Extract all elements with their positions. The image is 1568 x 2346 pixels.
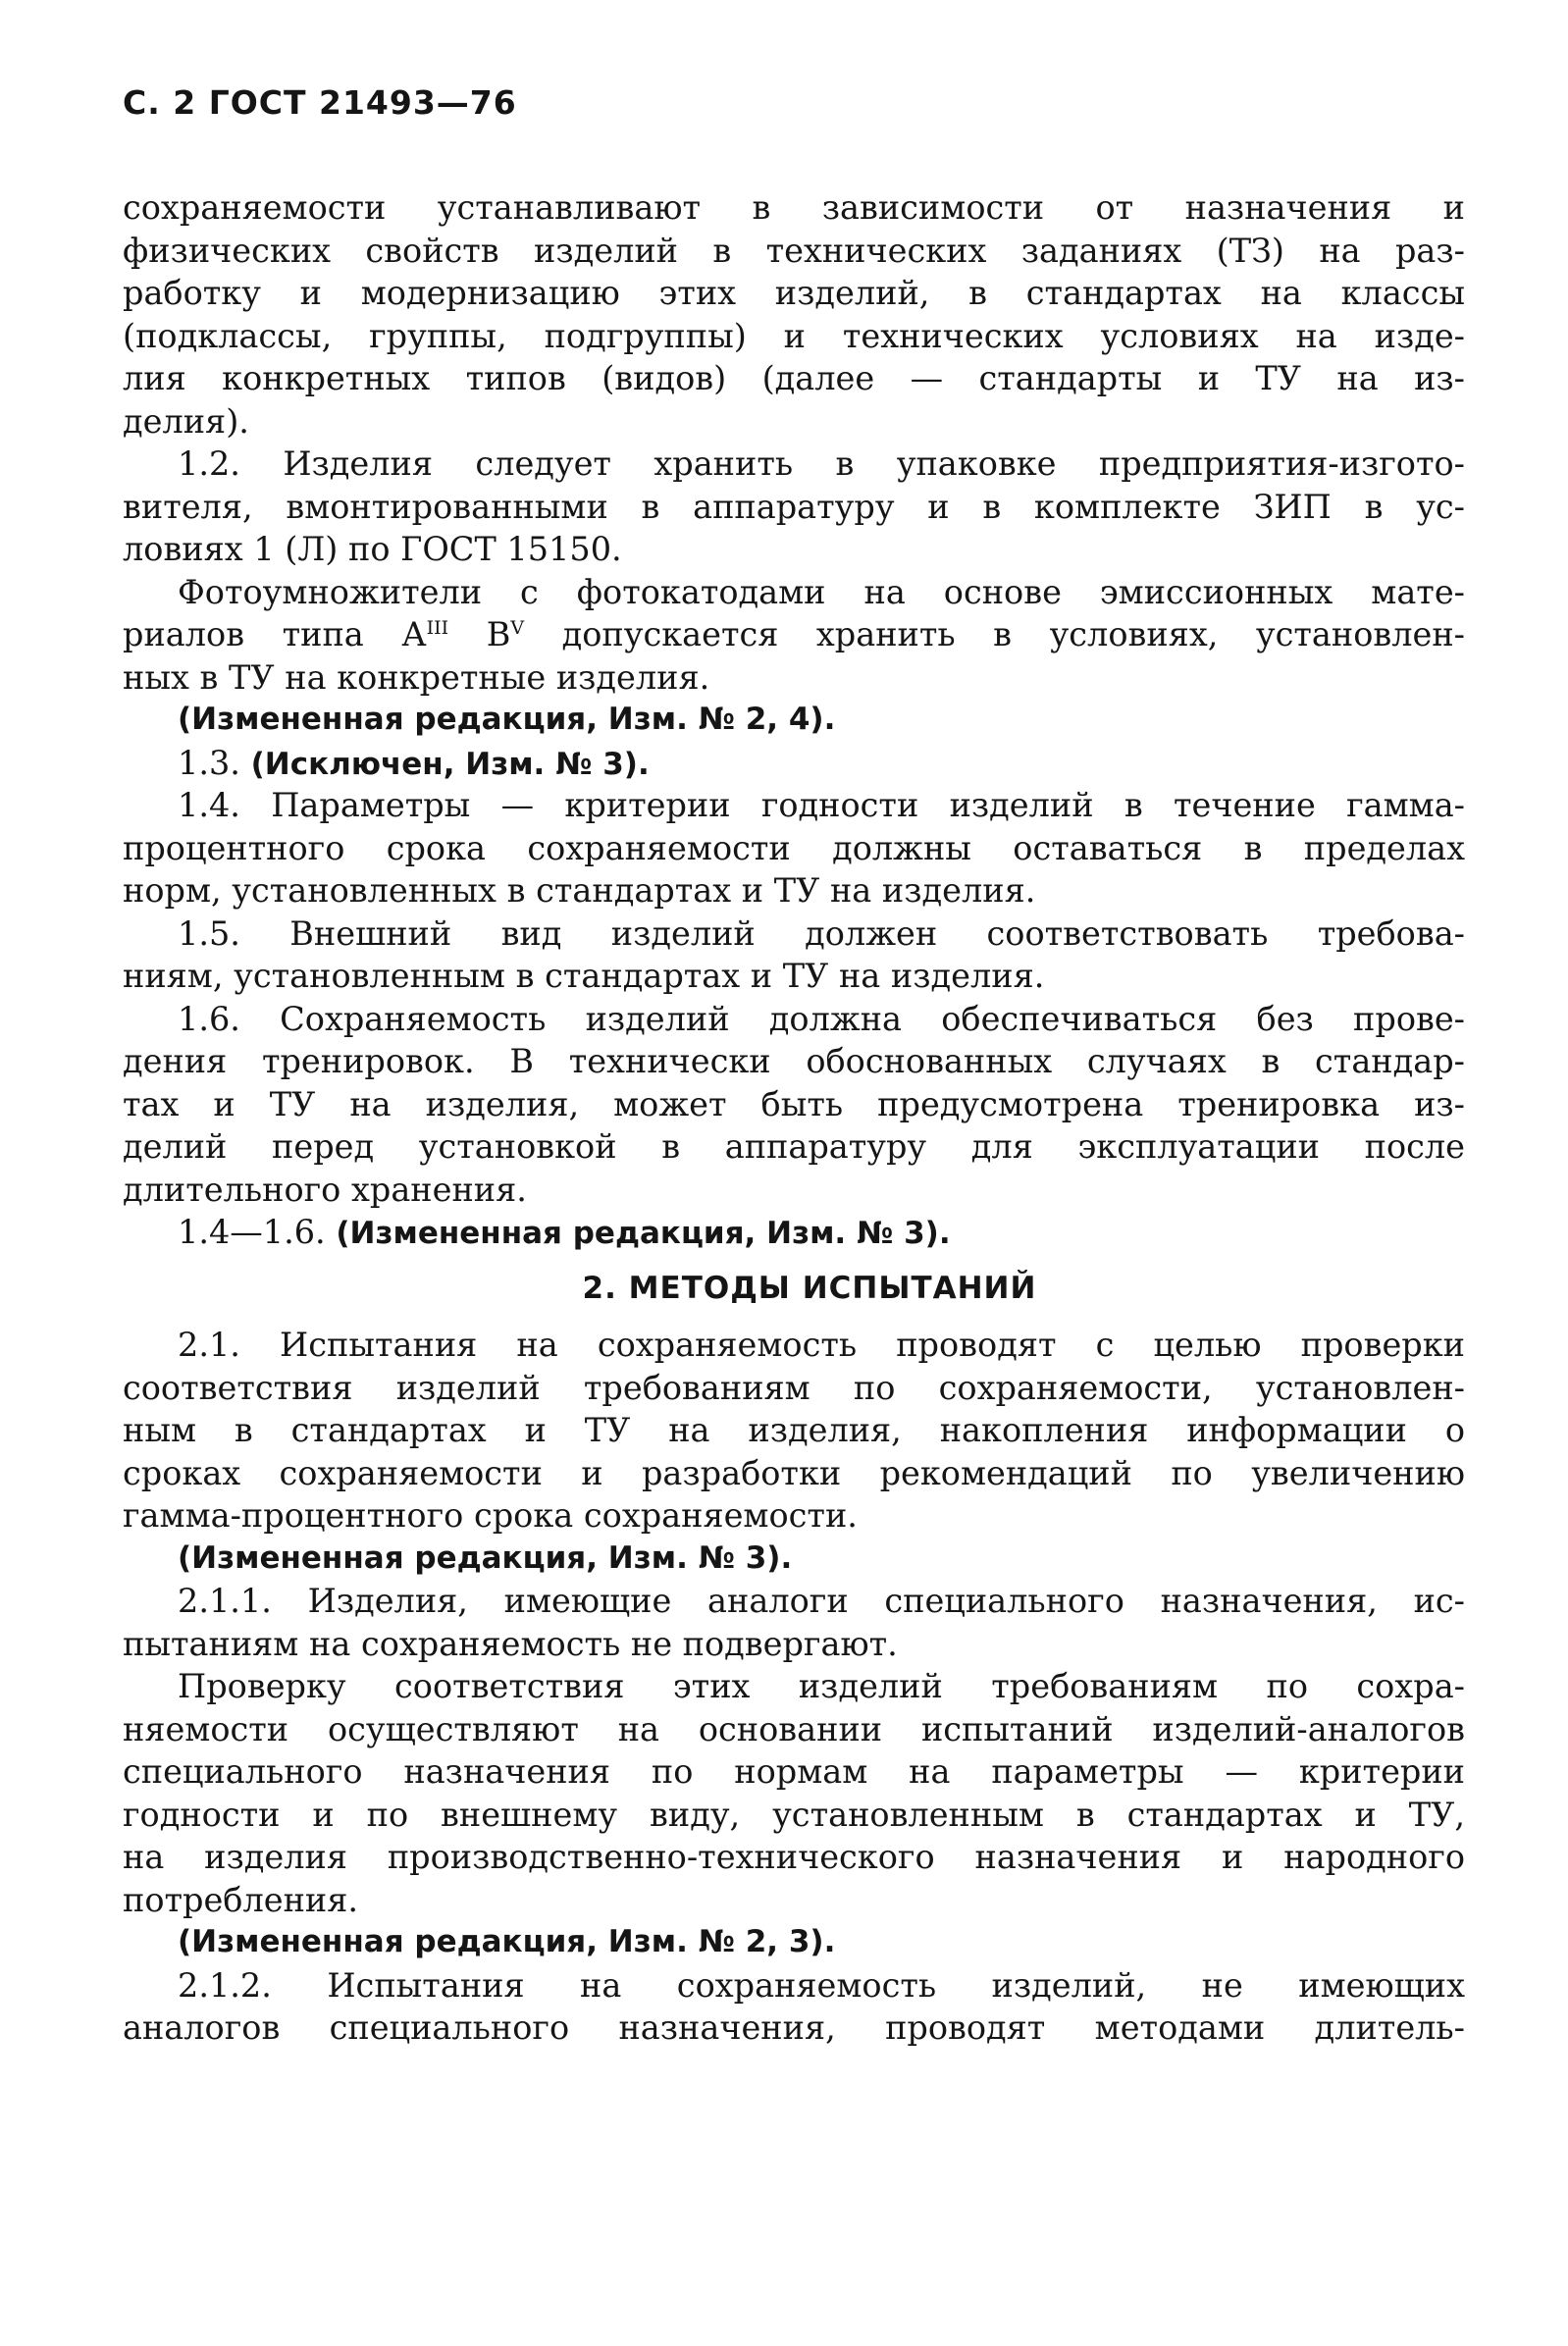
- page-body: [123, 186, 1465, 2050]
- text-line: дения тренировок. В технически обоснованных случаях в стандар-: [123, 1042, 1465, 1080]
- revision-note: (Измененная редакция, Изм. № 3).: [178, 1539, 793, 1576]
- section-heading: 2. МЕТОДЫ ИСПЫТАНИЙ: [582, 1270, 1037, 1306]
- clause-number: 1.4—1.6.: [178, 1213, 326, 1251]
- paragraph-photomultipliers: [123, 571, 1465, 700]
- superscript-roman-numeral: III: [426, 617, 449, 639]
- revision-note-1-4-1-6: [123, 1211, 1465, 1254]
- text-line: ловиях 1 (Л) по ГОСТ 15150.: [123, 530, 622, 568]
- text-line: делия).: [123, 401, 249, 441]
- text-line: 2.1. Испытания на сохраняемость проводят с целью проверки: [178, 1326, 1465, 1364]
- paragraph-2-1-2: [123, 1964, 1465, 2050]
- revision-note: (Измененная редакция, Изм. № 2, 4).: [178, 702, 836, 737]
- text-line: Проверку соответствия этих изделий требованиям по сохра-: [178, 1667, 1465, 1705]
- text-line: норм, установленных в стандартах и ТУ на изделия.: [123, 871, 1036, 910]
- paragraph-1-4: [123, 784, 1465, 912]
- paragraph-1-6: [123, 998, 1465, 1212]
- text-fragment: риалов типа А: [123, 615, 427, 653]
- text-line: вителя, вмонтированными в аппаратуру и в комплекте ЗИП в ус-: [123, 487, 1465, 526]
- text-fragment: допускается хранить в условиях, установлен-: [524, 615, 1465, 653]
- paragraph-1-3: [123, 742, 1465, 785]
- text-line: Фотоумножители с фотокатодами на основе эмиссионных мате-: [178, 572, 1465, 611]
- paragraph-verification: [123, 1665, 1465, 1921]
- text-line: сохраняемости устанавливают в зависимости от назначения и: [123, 188, 1465, 227]
- text-line: 2.1.1. Изделия, имеющие аналоги специального назначения, ис-: [178, 1582, 1465, 1620]
- paragraph-continued: [123, 186, 1465, 443]
- text-line: специального назначения по нормам на параметры — критерии: [123, 1752, 1465, 1791]
- text-line: лия конкретных типов (видов) (далее — стандарты и ТУ на из-: [123, 359, 1465, 397]
- text-line: тах и ТУ на изделия, может быть предусмотрена тренировка из-: [123, 1084, 1465, 1123]
- text-line: работку и модернизацию этих изделий, в стандартах на классы: [123, 274, 1465, 312]
- running-head: С. 2 ГОСТ 21493—76: [123, 83, 517, 122]
- text-line: потребления.: [123, 1880, 359, 1919]
- text-line: ниям, установленным в стандартах и ТУ на изделия.: [123, 957, 1045, 995]
- paragraph-2-1-1: [123, 1580, 1465, 1665]
- revision-note: (Измененная редакция, Изм. № 2, 3).: [178, 1924, 836, 1959]
- text-line: аналогов специального назначения, проводят методами длитель-: [123, 2008, 1465, 2047]
- paragraph-1-5: [123, 912, 1465, 998]
- text-line: 1.6. Сохраняемость изделий должна обеспечиваться без прове-: [178, 999, 1465, 1038]
- text-line: делий перед установкой в аппаратуру для эксплуатации после: [123, 1127, 1465, 1166]
- text-line: гамма-процентного срока сохраняемости.: [123, 1496, 858, 1535]
- text-line: соответствия изделий требованиям по сохраняемости, установлен-: [123, 1368, 1465, 1407]
- text-line: 2.1.2. Испытания на сохраняемость изделий, не имеющих: [178, 1965, 1465, 2005]
- clause-number: 1.3.: [178, 743, 240, 782]
- text-line: физических свойств изделий в технических заданиях (ТЗ) на раз-: [123, 231, 1465, 270]
- text-fragment: В: [448, 615, 511, 653]
- paragraph-1-2: [123, 443, 1465, 571]
- text-line: пытаниям на сохраняемость не подвергают.: [123, 1624, 898, 1663]
- text-line: 1.2. Изделия следует хранить в упаковке предприятия-изгото-: [178, 444, 1465, 483]
- text-line: (подклассы, группы, подгруппы) и технических условиях на изде-: [123, 316, 1465, 355]
- text-line: сроках сохраняемости и разработки рекомендаций по увеличению: [123, 1453, 1465, 1492]
- paragraph-2-1: [123, 1324, 1465, 1538]
- text-line: процентного срока сохраняемости должны оставаться в пределах: [123, 828, 1465, 867]
- text-line: ных в ТУ на конкретные изделия.: [123, 657, 710, 697]
- text-line: длительного хранения.: [123, 1170, 527, 1209]
- text-line: няемости осуществляют на основании испытаний изделий-аналогов: [123, 1709, 1465, 1748]
- revision-note: (Измененная редакция, Изм. № 3).: [336, 1216, 951, 1251]
- text-line: годности и по внешнему виду, установленным в стандартах и ТУ,: [123, 1795, 1465, 1834]
- superscript-roman-numeral: V: [510, 617, 525, 639]
- spacer: [123, 1254, 1465, 1268]
- text-line: 1.4. Параметры — критерии годности изделий в течение гамма-: [178, 786, 1465, 824]
- spacer: [123, 1310, 1465, 1324]
- text-line: ным в стандартах и ТУ на изделия, накопления информации о: [123, 1411, 1465, 1449]
- text-line: на изделия производственно-технического назначения и народного: [123, 1838, 1465, 1876]
- revision-note: (Исключен, Изм. № 3).: [250, 746, 650, 782]
- text-line: [123, 613, 1465, 656]
- text-line: 1.5. Внешний вид изделий должен соответствовать требова-: [178, 913, 1465, 953]
